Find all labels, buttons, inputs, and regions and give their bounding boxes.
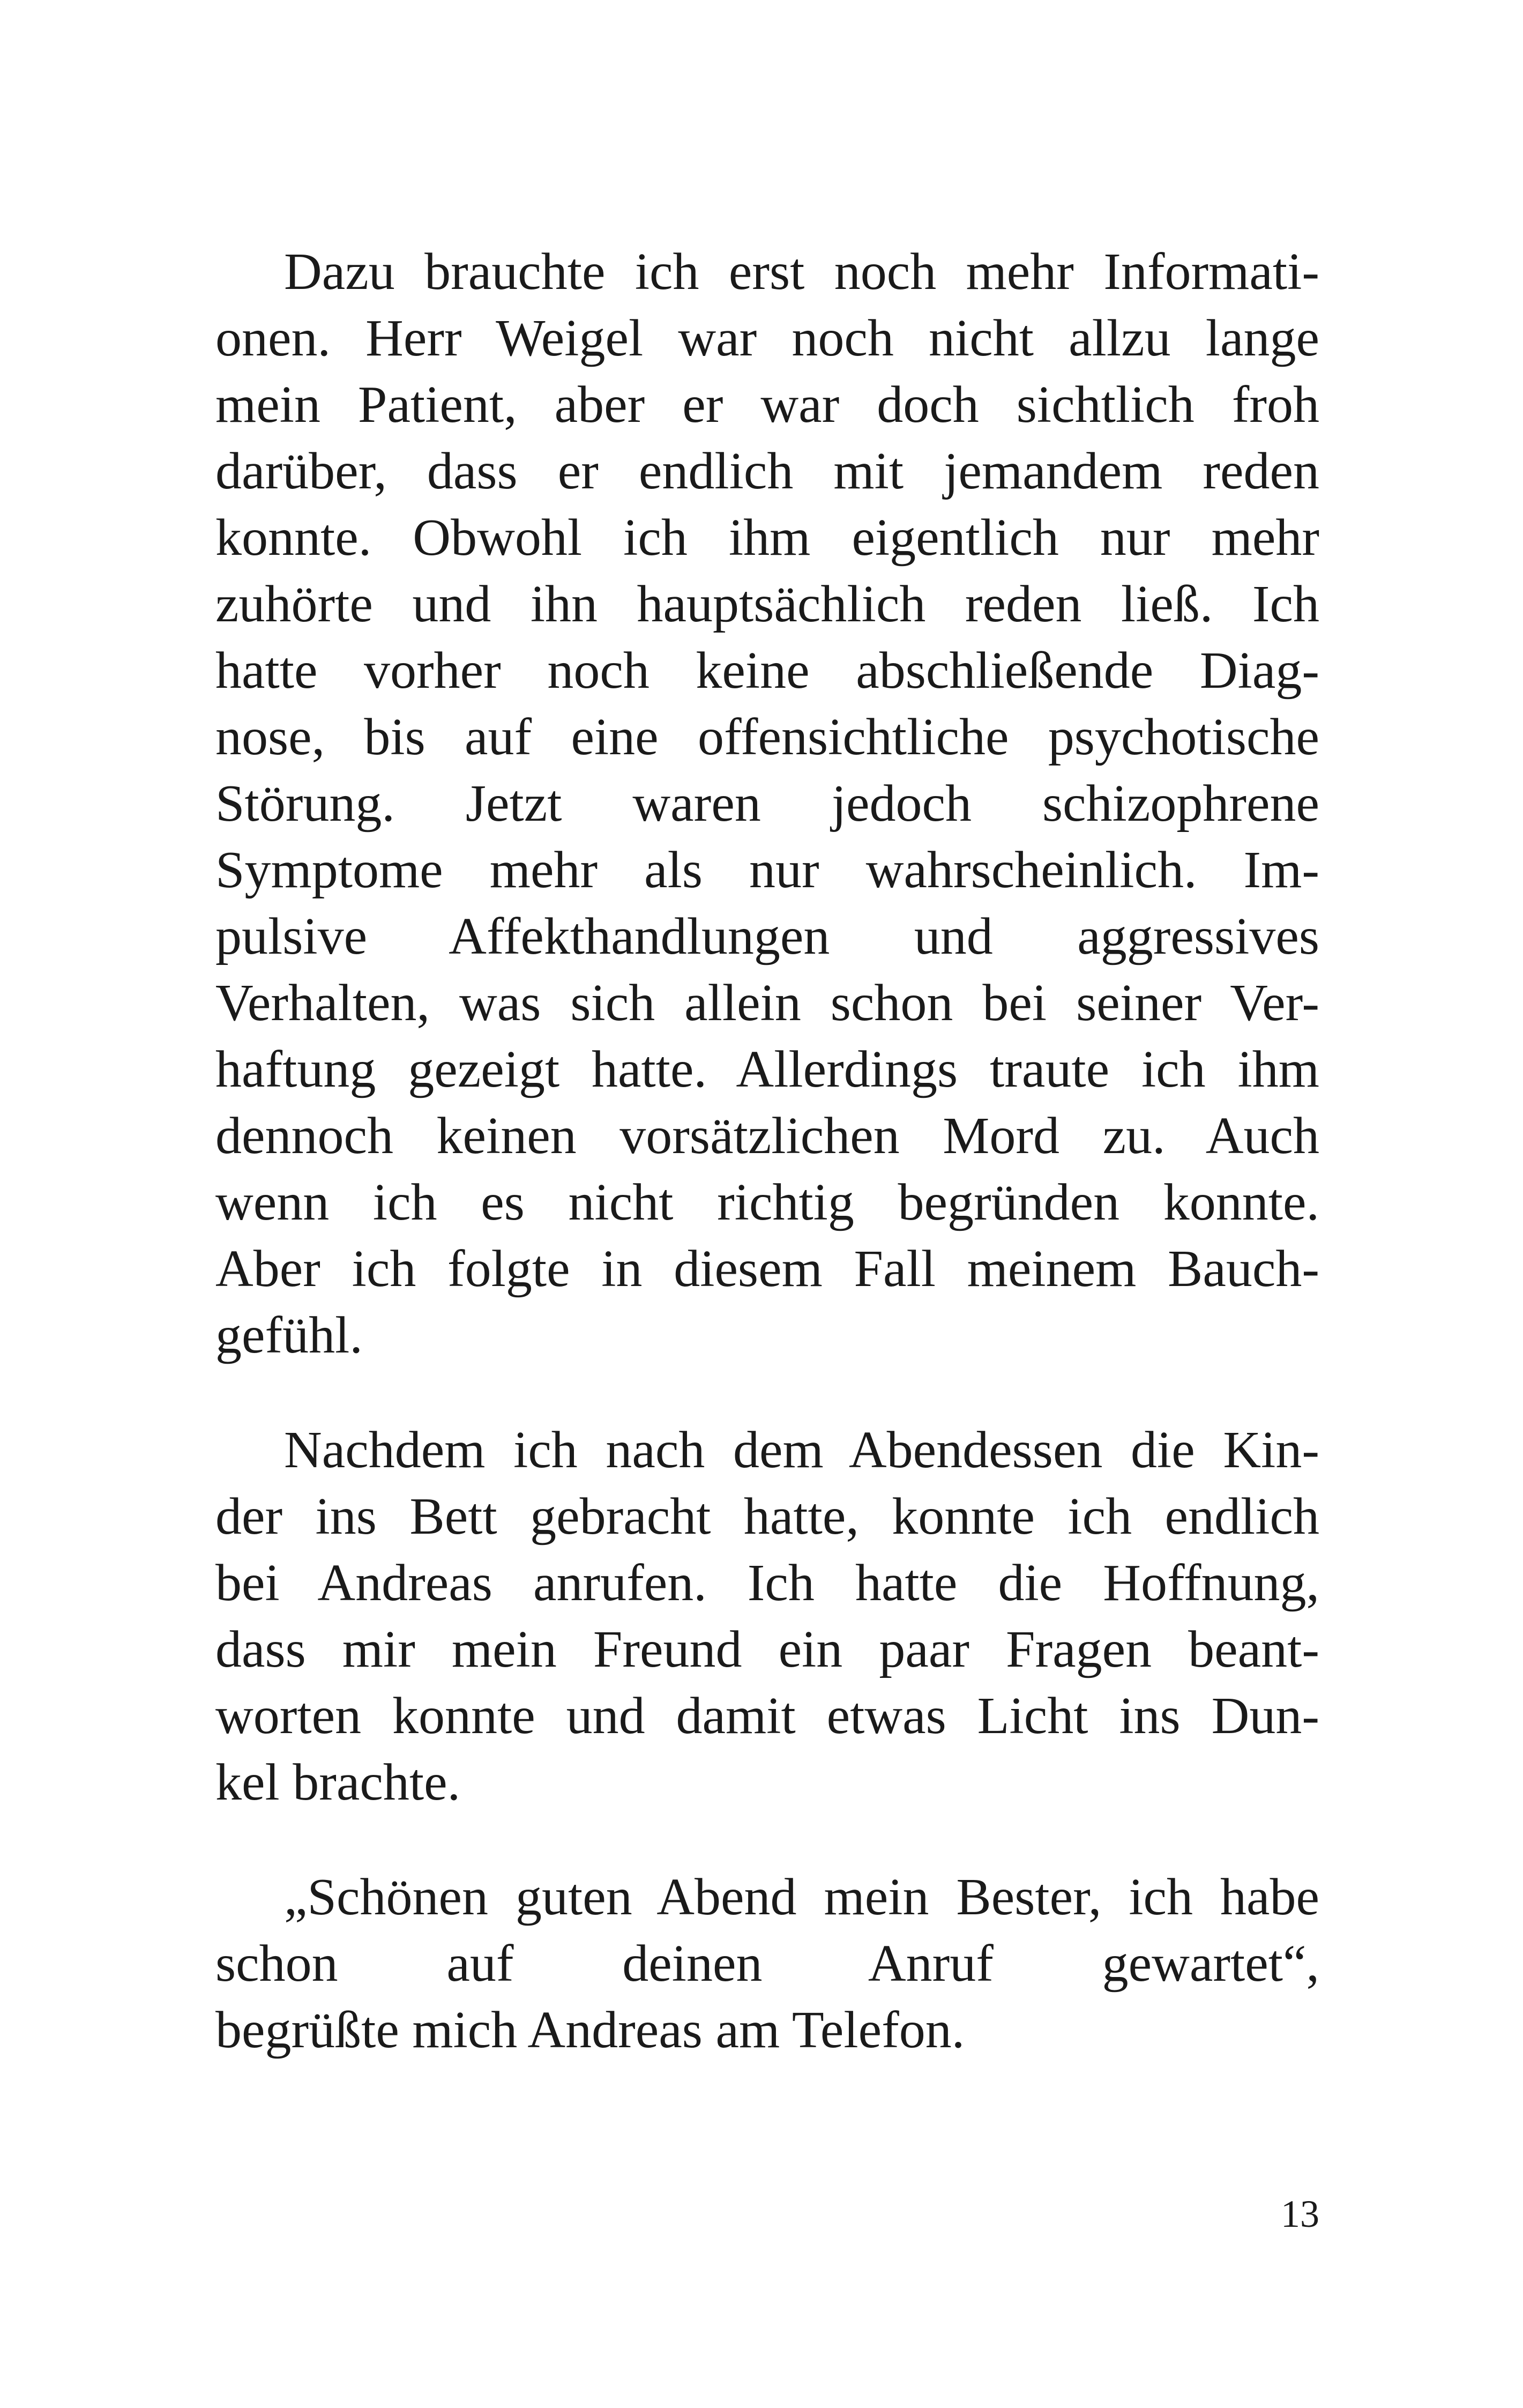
paragraph-1 — [215, 239, 1319, 1369]
text-line: Nachdem ich nach dem Abendessen die Kin- — [284, 1421, 1319, 1479]
text-line: kel brachte. — [215, 1753, 461, 1811]
text-line: gefühl. — [215, 1306, 363, 1364]
paragraph-spacer — [215, 1816, 1319, 1864]
text-line: begrüßte mich Andreas am Telefon. — [215, 2001, 965, 2059]
text-line: dass mir mein Freund ein paar Fragen beant- — [215, 1621, 1319, 1678]
text-line: Dazu brauchte ich erst noch mehr Informati- — [284, 243, 1319, 301]
text-line: hatte vorher noch keine abschließende Diag- — [215, 642, 1319, 700]
text-line: wenn ich es nicht richtig begründen konnte. — [215, 1173, 1319, 1231]
text-line: pulsive Affekthandlungen und aggressives — [215, 908, 1319, 965]
text-line: nose, bis auf eine offensichtliche psychotische — [215, 708, 1319, 766]
body-text — [215, 239, 1319, 2063]
text-line: darüber, dass er endlich mit jemandem reden — [215, 442, 1319, 500]
text-line: bei Andreas anrufen. Ich hatte die Hoffnung, — [215, 1554, 1319, 1612]
text-line: mein Patient, aber er war doch sichtlich froh — [215, 376, 1319, 434]
text-line: schon auf deinen Anruf gewartet“, — [215, 1935, 1319, 1993]
text-line: haftung gezeigt hatte. Allerdings traute ich ihm — [215, 1041, 1319, 1098]
page-number: 13 — [1281, 2193, 1319, 2235]
text-line: konnte. Obwohl ich ihm eigentlich nur mehr — [215, 509, 1319, 567]
text-line: Verhalten, was sich allein schon bei seiner Ver- — [215, 974, 1319, 1032]
text-line: dennoch keinen vorsätzlichen Mord zu. Auch — [215, 1107, 1319, 1165]
paragraph-2 — [215, 1417, 1319, 1816]
text-line: Störung. Jetzt waren jedoch schizophrene — [215, 775, 1319, 833]
text-line: worten konnte und damit etwas Licht ins Dun- — [215, 1687, 1319, 1745]
paragraph-spacer — [215, 1369, 1319, 1417]
text-line: „Schönen guten Abend mein Bester, ich habe — [284, 1868, 1319, 1926]
text-line: zuhörte und ihn hauptsächlich reden ließ. Ich — [215, 575, 1319, 633]
paragraph-3 — [215, 1864, 1319, 2063]
text-line: der ins Bett gebracht hatte, konnte ich endlich — [215, 1488, 1319, 1545]
text-line: Aber ich folgte in diesem Fall meinem Bauch- — [215, 1240, 1319, 1298]
text-line: onen. Herr Weigel war noch nicht allzu lange — [215, 309, 1319, 367]
text-line: Symptome mehr als nur wahrscheinlich. Im- — [215, 841, 1319, 899]
